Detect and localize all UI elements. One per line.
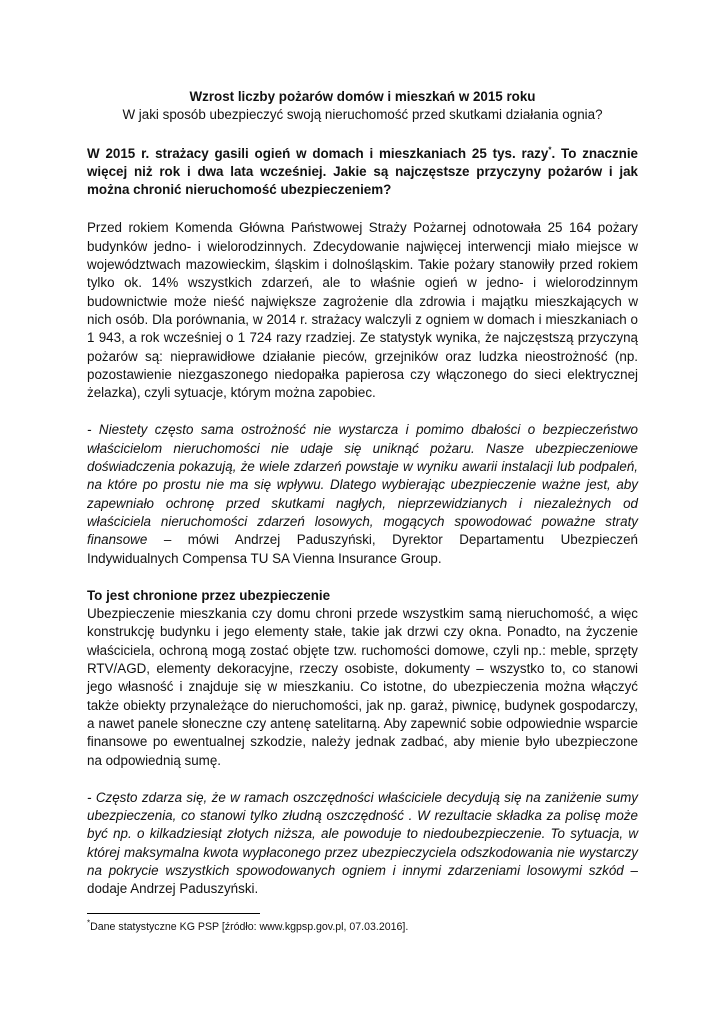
footnote [87, 920, 408, 934]
lead-text-part1: W 2015 r. strażacy gasili ogień w domach i mieszkaniach 25 tys. razy [87, 145, 549, 161]
quote-1-text: - Niestety często sama ostrożność nie wystarcza i pomimo dbałości o bezpieczeństwo właścicielom nieruchomości nie udaje się uniknąć pożaru. Nasze ubezpieczeniowe doświadczenia pokazują, że wiele zdarzeń powstaje w wyniku awarii instalacji lub podpaleń, na które po prostu nie ma się wpływu. Dlatego wybierając ubezpieczenie ważne jest, aby zapewniało ochronę przed skutkami nagłych, nieprzewidzianych i niezależnych od właściciela nieruchomości zdarzeń losowych, mogących spowodować poważne straty finansowe [87, 422, 638, 548]
footnote-text: Dane statystyczne KG PSP [źródło: www.kgpsp.gov.pl, 07.03.2016]. [90, 921, 409, 933]
footnote-separator [87, 913, 260, 914]
section-heading: To jest chronione przez ubezpieczenie [87, 587, 331, 603]
quote-2-text: - Często zdarza się, że w ramach oszczędności właściciele decydują się na zaniżenie sumy ubezpieczenia, co stanowi tylko złudną oszczędność . W rezultacie składka za polisę może być np. o kilkadziesiąt złotych niższa, ale powoduje to niedoubezpieczenie. To sytuacja, w której maksymalna kwota wypłaconego przez ubezpieczyciela odszkodowania nie wystarczy na pokrycie wszystkich spowodowanych ogniem i innymi zdarzeniami losowymi szkód [87, 789, 638, 878]
quote-paragraph-2 [87, 789, 638, 899]
quote-1-attribution: – mówi Andrzej Paduszyński, Dyrektor Departamentu Ubezpieczeń Indywidualnych Compensa TU SA Vienna Insurance Group. [87, 532, 638, 566]
lead-text-part2: . To znacznie więcej niż rok i dwa lata wcześniej. Jakie są najczęstsze przyczyny pożarów i jak można chronić nieruchomość ubezpieczeniem? [87, 145, 639, 198]
quote-2-attribution: – dodaje Andrzej Paduszyński. [87, 862, 638, 897]
lead-paragraph [87, 145, 638, 200]
body-paragraph-2: Ubezpieczenie mieszkania czy domu chroni przede wszystkim samą nieruchomość, a więc konstrukcję budynku i jego elementy stałe, takie jak drzwi czy okna. Ponadto, na życzenie właściciela, ochroną mogą zostać objęte tzw. ruchomości domowe, czyli np.: meble, sprzęty RTV/AGD, elementy dekoracyjne, rzeczy osobiste, dokumenty – wszystko to, co stanowi jego własność i znajduje się w mieszkaniu. Co istotne, do ubezpieczenia można włączyć także obiekty przynależące do nieruchomości, jak np. garaż, piwnicę, budynek gospodarczy, a nawet panele słoneczne czy antenę satelitarną. Aby zapewnić sobie odpowiednie wsparcie finansowe po ewentualnej szkodzie, należy jednak zadbać, aby mienie było ubezpieczone na odpowiednią sumę. [87, 606, 638, 768]
document-subtitle: W jaki sposób ubezpieczyć swoją nieruchomość przed skutkami działania ognia? [122, 107, 603, 123]
footnote-reference: * [548, 145, 552, 155]
quote-paragraph-1 [87, 421, 638, 567]
body-paragraph-1: Przed rokiem Komenda Główna Państwowej Straży Pożarnej odnotowała 25 164 pożary budynków jedno- i wielorodzinnych. Zdecydowanie najwięcej interwencji miało miejsce w województwach mazowieckim, śląskim i dolnośląskim. Takie pożary stanowiły przed rokiem tylko ok. 14% wszystkich zdarzeń, ale to właśnie ogień w jedno- i wielorodzinnym budownictwie może nieść największe zagrożenie dla zdrowia i majątku mieszkających w nich osób. Dla porównania, w 2014 r. strażacy walczyli z ogniem w domach i mieszkaniach o 1 943, a rok wcześniej o 1 724 razy rzadziej. Ze statystyk wynika, że najczęstszą przyczyną pożarów są: nieprawidłowe działanie pieców, grzejników oraz ludzka nieostrożność (np. pozostawienie niezgaszonego niedopałka papierosa czy włączonego do sieci elektrycznej żelazka), czyli sytuacje, którym można zapobiec. [87, 220, 638, 401]
footnote-mark: * [87, 918, 91, 928]
document-title: Wzrost liczby pożarów domów i mieszkań w 2015 roku [189, 89, 536, 104]
